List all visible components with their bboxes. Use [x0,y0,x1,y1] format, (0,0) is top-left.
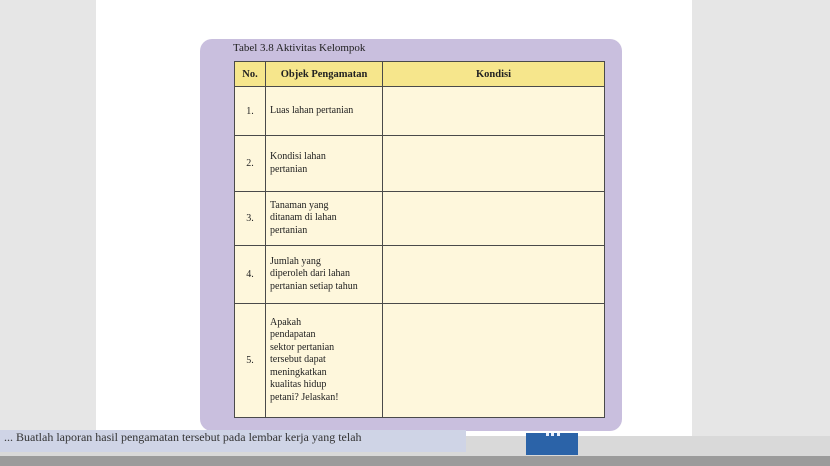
row-number: 5. [235,304,266,418]
table-row [235,304,605,418]
row-objek: Jumlah yang diperoleh dari lahan pertanian setiap tahun [266,246,383,304]
row-kondisi [383,87,605,136]
table-row [235,246,605,304]
row-number: 1. [235,87,266,136]
row-kondisi [383,246,605,304]
header-kondisi: Kondisi [383,62,605,87]
table-row [235,136,605,192]
row-kondisi [383,136,605,192]
next-page-text: ... Buatlah laporan hasil pengamatan tersebut pada lembar kerja yang telah [0,430,466,452]
table-caption: Tabel 3.8 Aktivitas Kelompok [233,42,366,54]
observation-table [234,61,605,418]
row-objek: Luas lahan pertanian [266,87,383,136]
bottom-scroll-strip[interactable] [0,456,830,466]
row-objek: Tanaman yang ditanam di lahan pertanian [266,192,383,246]
dots-icon [546,433,560,440]
table-row [235,192,605,246]
bottom-blue-button[interactable] [526,433,578,455]
row-objek: Apakah pendapatan sektor pertanian tersebut dapat meningkatkan kualitas hidup petani? Jelaskan! [266,304,383,418]
row-kondisi [383,192,605,246]
row-number: 3. [235,192,266,246]
table-header-row [235,62,605,87]
row-kondisi [383,304,605,418]
header-no: No. [235,62,266,87]
row-number: 2. [235,136,266,192]
row-objek: Kondisi lahan pertanian [266,136,383,192]
row-number: 4. [235,246,266,304]
table-row [235,87,605,136]
header-objek: Objek Pengamatan [266,62,383,87]
